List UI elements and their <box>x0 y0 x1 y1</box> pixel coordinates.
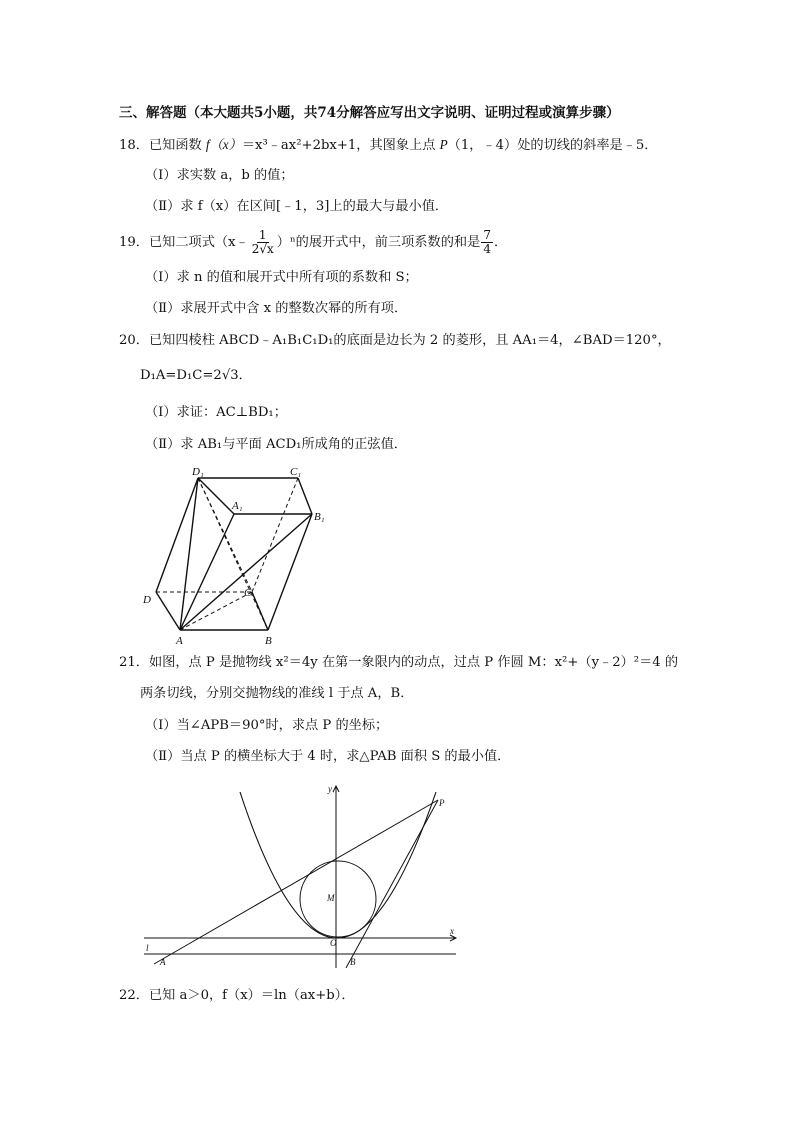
label-c: C <box>244 587 252 599</box>
q19-frac-denominator: 2√x <box>251 242 274 256</box>
q18-number: 18． <box>119 138 149 153</box>
prism-figure <box>140 462 340 650</box>
tangent-pa <box>154 800 438 964</box>
q21-text: 如图，点 P 是抛物线 x²＝4y 在第一象限内的动点，过点 P 作圆 M：x²+（y﹣2）²＝4 的 <box>148 655 679 670</box>
label-a: A <box>160 957 166 967</box>
q21-part-ii: （Ⅱ）当点 P 的横坐标大于 4 时，求△PAB 面积 S 的最小值． <box>145 749 511 764</box>
label-d: D <box>143 594 151 606</box>
question-19 <box>119 228 507 258</box>
q20-number: 20． <box>119 333 149 348</box>
q19-after-power: ）ⁿ的展开式中，前三项系数的和是 <box>276 235 481 250</box>
parabola <box>240 792 436 938</box>
label-l: l <box>146 943 149 953</box>
q18-fx: f（x） <box>205 137 242 152</box>
q18-point: （1，﹣4）处的切线的斜率是﹣5． <box>447 138 658 153</box>
edge-c1b1 <box>298 478 312 514</box>
question-21 <box>119 654 678 672</box>
segment-ab1 <box>180 514 312 630</box>
q19-frac2-denominator: 4 <box>483 242 491 256</box>
q20-part-ii: （Ⅱ）求 AB₁与平面 ACD₁所成角的正弦值． <box>145 437 407 452</box>
q20-part-i: （Ⅰ）求证：AC⊥BD₁； <box>145 405 287 420</box>
label-o: O <box>330 938 337 948</box>
edge-bb1 <box>268 514 312 630</box>
label-m: M <box>327 893 335 903</box>
q19-part-ii: （Ⅱ）求展开式中含 x 的整数次幂的所有项． <box>145 301 408 316</box>
question-22 <box>119 987 355 1005</box>
q20-text: 已知四棱柱 ABCD﹣A₁B₁C₁D₁的底面是边长为 2 的菱形，且 AA₁＝4，∠BAD＝120°， <box>148 333 671 348</box>
label-b: B <box>265 635 272 647</box>
q19-number: 19． <box>119 235 149 250</box>
edge-aa1 <box>180 514 234 630</box>
q22-number: 22． <box>119 988 149 1003</box>
label-x: x <box>450 926 454 936</box>
q19-end: ． <box>493 235 508 250</box>
q19-frac2-numerator: 7 <box>483 228 491 242</box>
q19-fraction-2 <box>481 229 493 256</box>
label-a: A <box>176 635 183 647</box>
edge-da <box>156 592 180 630</box>
q19-part-i: （Ⅰ）求 n 的值和展开式中所有项的系数和 S； <box>145 270 418 285</box>
label-b1: B₁ <box>314 511 325 523</box>
hidden-edge-cc1 <box>252 478 298 592</box>
question-18 <box>119 136 657 155</box>
label-p: P <box>439 798 445 808</box>
question-20 <box>119 332 671 350</box>
q21-text-2: 两条切线，分别交抛物线的准线 l 于点 A，B． <box>140 686 414 701</box>
q20-condition: D₁A=D₁C=2√3． <box>140 368 252 383</box>
q18-point-name: P <box>439 137 448 152</box>
circle-m <box>300 861 376 937</box>
label-y: y <box>328 784 332 794</box>
q22-text: 已知 a＞0，f（x）＝ln（ax+b）． <box>148 988 355 1003</box>
q19-frac-numerator: 1 <box>258 228 267 242</box>
q18-part-i: （Ⅰ）求实数 a，b 的值； <box>145 168 294 183</box>
q21-part-i: （Ⅰ）当∠APB＝90°时，求点 P 的坐标； <box>145 718 389 733</box>
label-c1: C₁ <box>290 466 302 478</box>
label-d1: D₁ <box>192 466 204 478</box>
q21-number: 21． <box>119 655 149 670</box>
q18-equation: ＝x³﹣ax²+2bx+1，其图象上点 <box>241 138 436 153</box>
label-a1: A₁ <box>232 500 243 512</box>
section-title: 三、解答题（本大题共5小题，共74分解答应写出文字说明、证明过程或演算步骤） <box>119 105 620 121</box>
q19-prefix: 已知二项式（x﹣ <box>148 235 249 250</box>
parabola-figure <box>140 782 460 972</box>
label-b: B <box>350 957 356 967</box>
q19-fraction <box>250 229 276 256</box>
tangent-pb <box>346 800 438 968</box>
q18-prefix: 已知函数 <box>148 138 202 153</box>
q18-part-ii: （Ⅱ）求 f（x）在区间[﹣1，3]上的最大与最小值． <box>145 199 449 214</box>
edge-a1d1 <box>198 478 234 514</box>
